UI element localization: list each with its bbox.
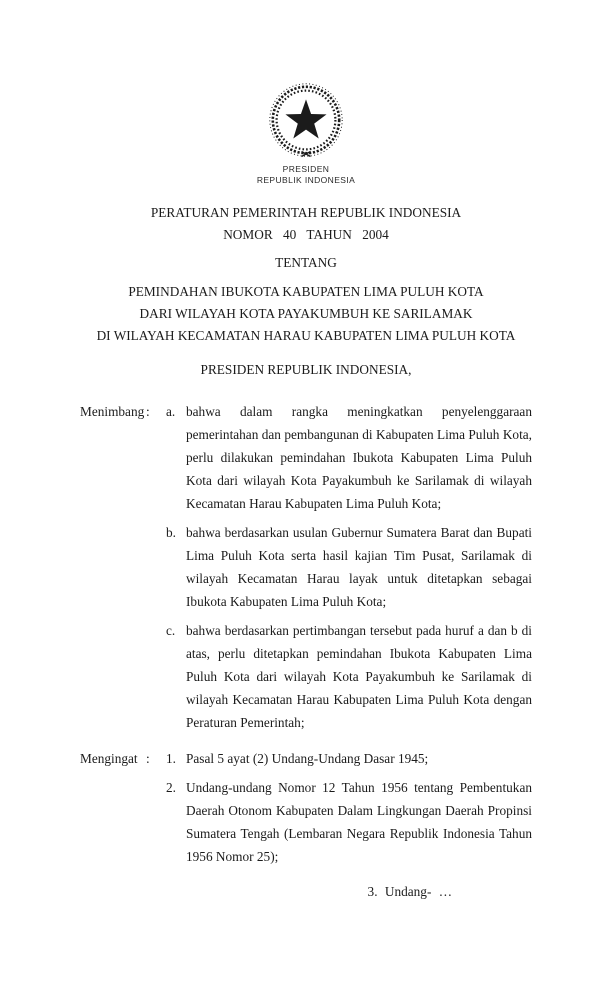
item-marker: a. — [166, 404, 176, 419]
subject-line-3: DI WILAYAH KECAMATAN HARAU KABUPATEN LIMA PULUH KOTA — [96, 328, 516, 343]
title-block — [0, 202, 612, 381]
item-text: bahwa berdasarkan pertimbangan tersebut pada huruf a dan b di atas, perlu ditetapkan pemindahan Ibukota Kabupaten Lima Puluh Kota dari wilayah Kota Payakumbuh ke Sarilamak di wilayah Kecamatan Harau Kabupaten Lima Puluh Kota dengan Peraturan Pemerintah; — [186, 623, 532, 730]
mengingat-colon: : — [146, 751, 150, 766]
subject-line-1: PEMINDAHAN IBUKOTA KABUPATEN LIMA PULUH KOTA — [128, 284, 484, 299]
item-text: bahwa dalam rangka meningkatkan penyelenggaraan pemerintahan dan pembangunan di Kabupaten Lima Puluh Kota, perlu dilakukan pemindahan Ibukota Kabupaten Lima Puluh Kota dari wilayah Kota Payakumbuh ke Sarilamak di wilayah Kecamatan Harau Kabupaten Lima Puluh Kota; — [186, 404, 532, 511]
salutation: PRESIDEN REPUBLIK INDONESIA, — [200, 362, 412, 377]
subject-line-2: DARI WILAYAH KOTA PAYAKUMBUH KE SARILAMAK — [139, 306, 473, 321]
seal-caption-presiden: PRESIDEN — [282, 164, 330, 174]
menimbang-section — [80, 400, 532, 734]
list-item — [166, 747, 532, 770]
menimbang-items — [166, 400, 532, 734]
star-wreath-icon — [266, 82, 346, 160]
menimbang-label: Menimbang — [80, 404, 145, 419]
item-marker: b. — [166, 525, 176, 540]
list-item — [166, 776, 532, 868]
tentang-heading: TENTANG — [275, 255, 337, 270]
item-marker: c. — [166, 623, 176, 638]
list-item — [166, 619, 532, 734]
list-item — [166, 400, 532, 515]
presidential-seal — [0, 0, 612, 186]
item-text: bahwa berdasarkan usulan Gubernur Sumatera Barat dan Bupati Lima Puluh Kota serta hasil kajian Tim Pusat, Sarilamak di wilayah Kecamatan Harau layak untuk ditetapkan sebagai Ibukota Kabupaten Lima Puluh Kota; — [186, 525, 532, 609]
item-text: Undang-undang Nomor 12 Tahun 1956 tentang Pembentukan Daerah Otonom Kabupaten Dalam Lingkungan Daerah Propinsi Sumatera Tengah (Lembaran Negara Republik Indonesia Tahun 1956 Nomor 25); — [186, 780, 532, 864]
regulation-number: NOMOR 40 TAHUN 2004 — [223, 227, 389, 242]
item-marker: 1. — [166, 751, 176, 766]
subject-block — [0, 281, 612, 347]
seal-caption — [0, 164, 612, 186]
list-item — [166, 521, 532, 613]
mengingat-items — [166, 747, 532, 868]
item-text: Pasal 5 ayat (2) Undang-Undang Dasar 1945; — [186, 751, 429, 766]
mengingat-label: Mengingat — [80, 751, 138, 766]
mengingat-section — [80, 747, 532, 868]
seal-caption-republik-indonesia: REPUBLIK INDONESIA — [256, 175, 356, 185]
document-body — [0, 400, 612, 903]
menimbang-colon: : — [146, 404, 150, 419]
regulation-heading: PERATURAN PEMERINTAH REPUBLIK INDONESIA — [150, 205, 462, 220]
page-catchword: 3. Undang- … — [367, 884, 452, 899]
item-marker: 2. — [166, 780, 176, 795]
